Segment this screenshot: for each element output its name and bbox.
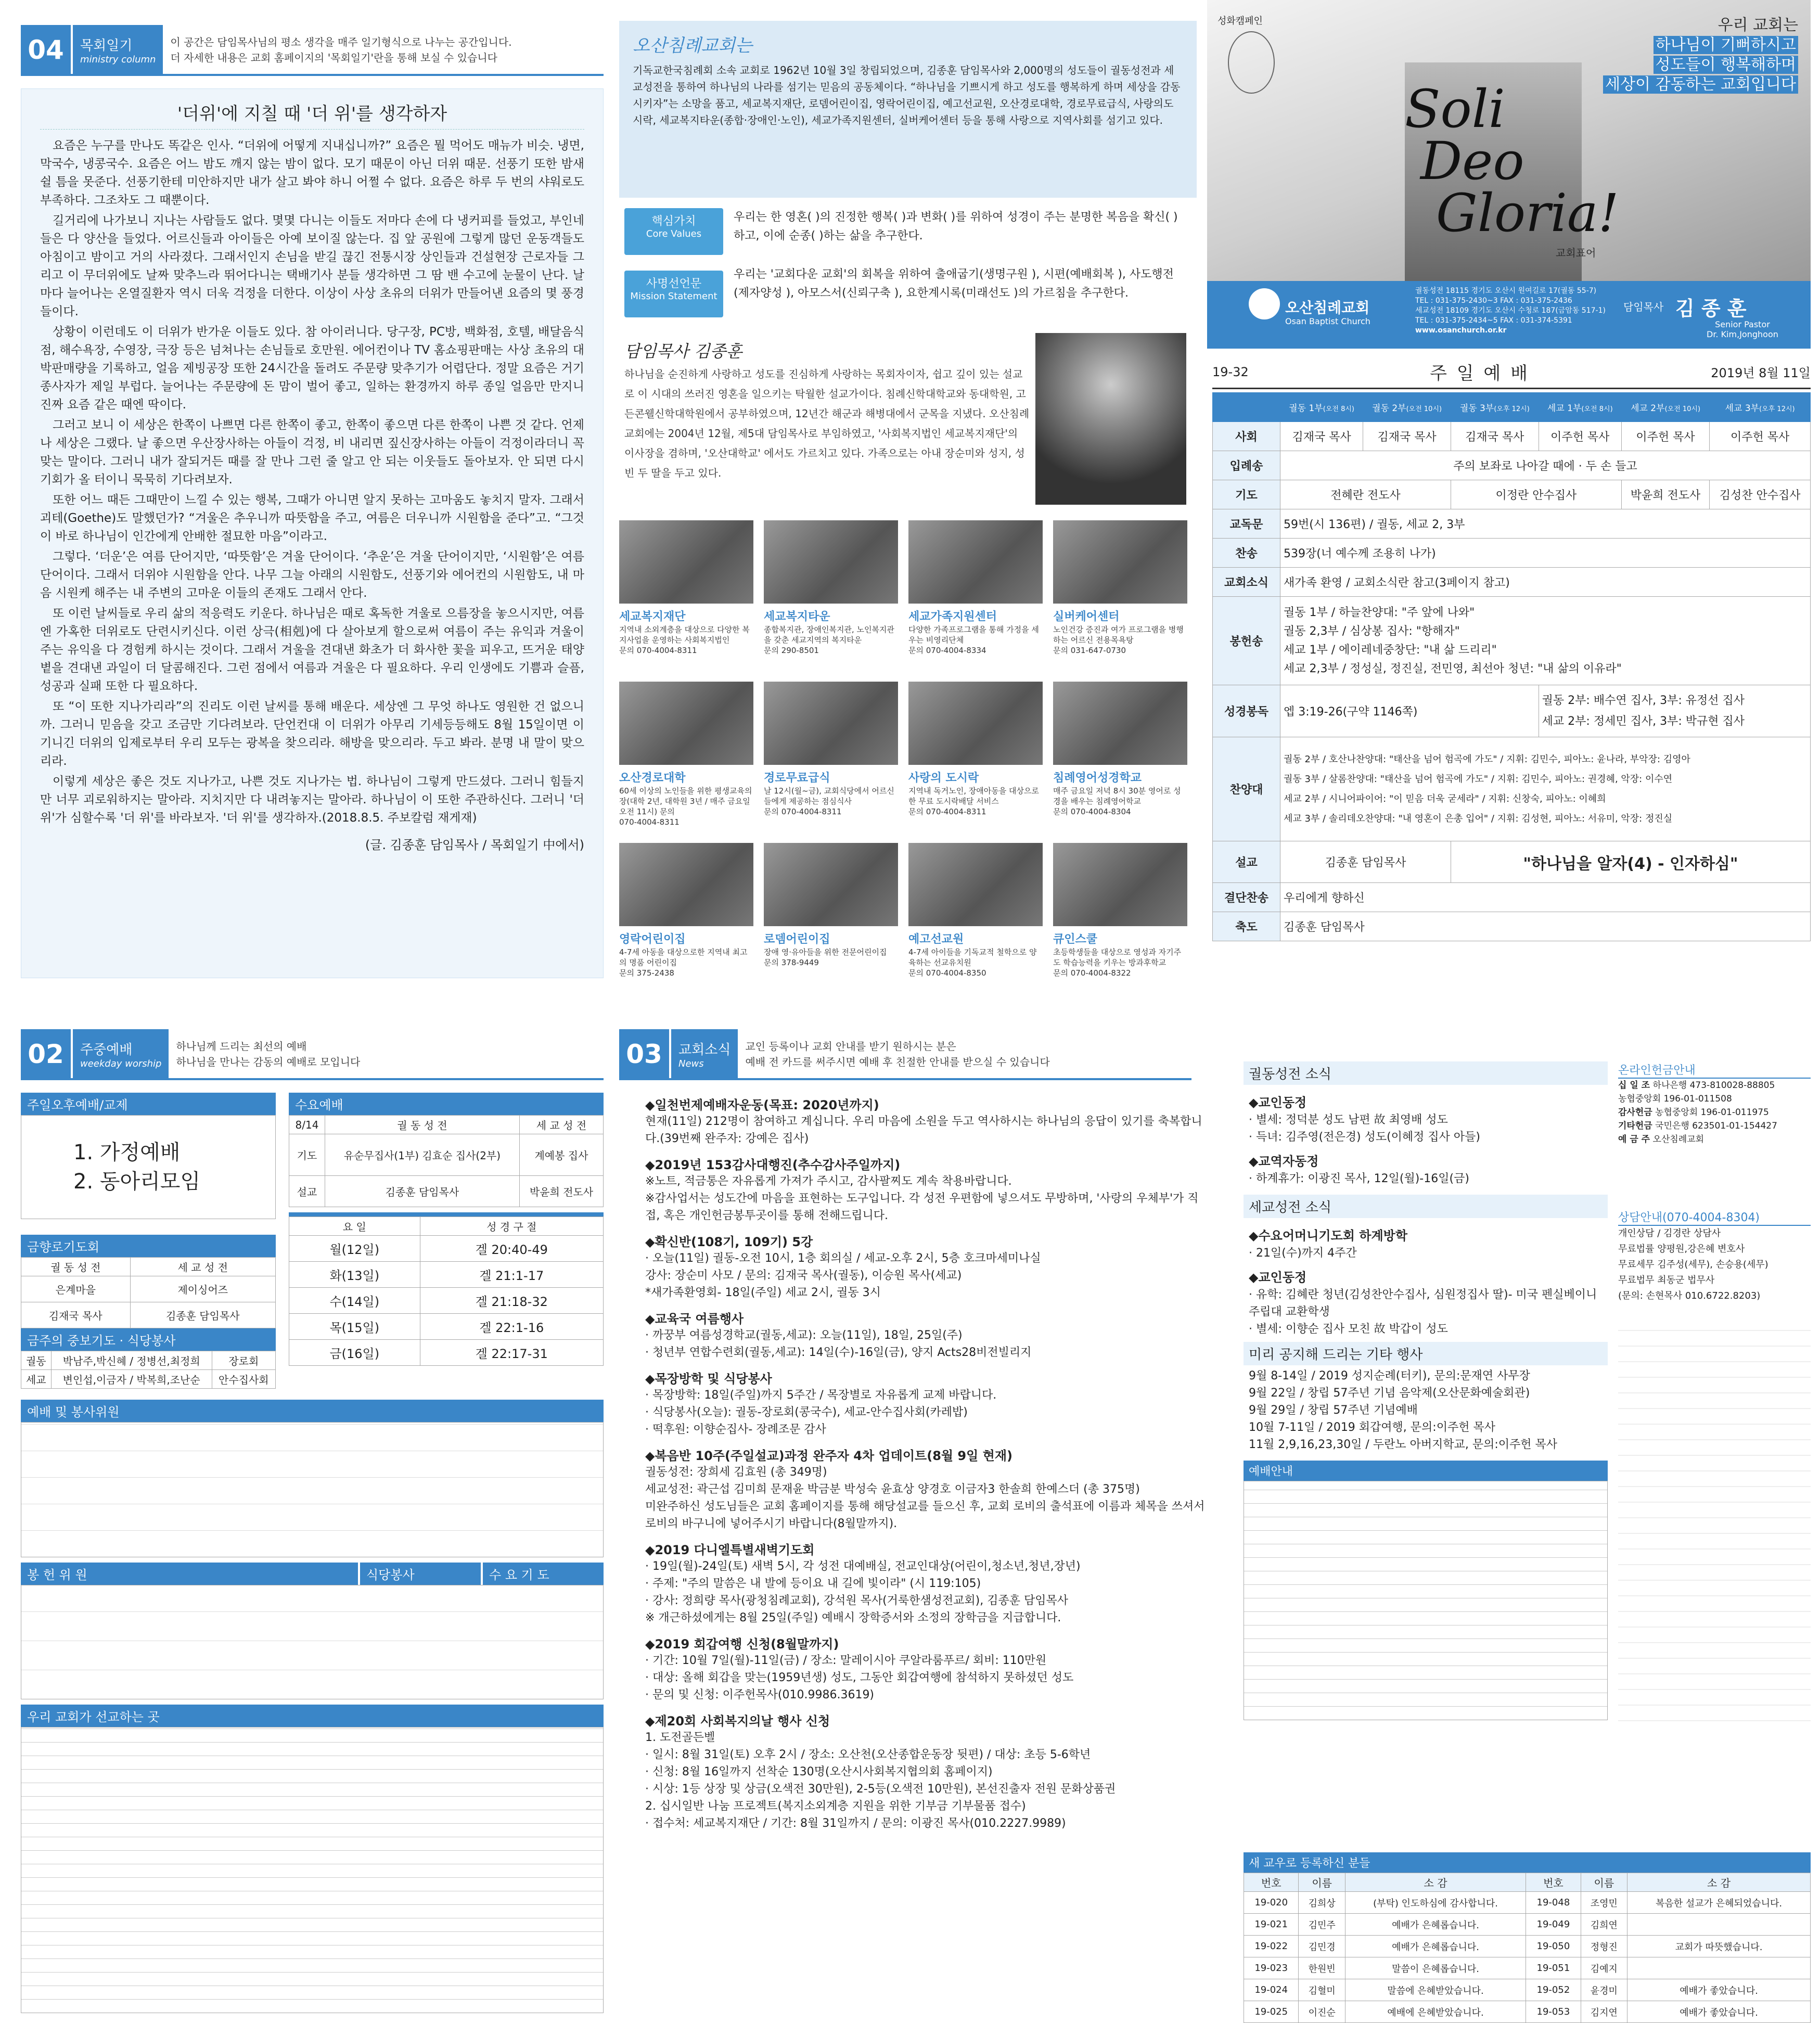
cover-image: [1207, 0, 1811, 281]
pastor-bio: 하나님을 순진하게 사랑하고 성도를 진심하게 사랑하는 목회자이자, 쉽고 깊이 있는 설교로 이 시대의 쓰러진 영혼을 일으키는 탁월한 설교가이다. 침례신학대학교와 동대학원, 고든콘웰신학대학원에서 공부하였으며, 12년간 해군과 해병대에서 군목을 지냈다. 오산침례교회에는 2004년 12월, 제5대 담임목사로 부임하였고, '사회복지법인 세교복지재단'의 이사장을 겸하며, '오산대학교' 에서도 가르치고 있다. 가족으로는 아내 장순미와 성지, 성빈 두 딸을 두고 있다.: [624, 368, 1030, 479]
host-cell: 김재국 목사: [1451, 422, 1539, 451]
new-member-cell: 19-053: [1526, 2001, 1581, 2023]
news-line: · 대상: 올해 회갑을 맞는(1959년생) 성도, 그동안 회갑여행에 참석하지 못하셨던 성도: [645, 1671, 1074, 1684]
news-line: ※ 개근하셨에게는 8월 25일(주일) 예배시 장학증서와 소정의 장학금을 지급합니다.: [645, 1611, 1061, 1624]
pastor-label: 담임목사: [1623, 301, 1664, 313]
motto-caption: 교회표어: [1556, 247, 1596, 259]
service-title: 영락어린이집: [619, 933, 686, 946]
new-member-cell: 19-020: [1244, 1892, 1299, 1914]
service-desc: 4-7세 아이들을 기독교적 철학으로 양육하는 선교유치원 문의 070-4004-8350: [908, 948, 1037, 978]
event-item: 9월 8-14일 / 2019 성지순례(터키), 문의:문재연 사무장: [1249, 1369, 1530, 1382]
slogan: 우리 교회는 하나님이 기뻐하시고 성도들이 행복해하며 세상이 감동하는 교회입니다: [1603, 16, 1798, 95]
service-photo: [764, 682, 898, 765]
service-column: 궐동 2부(오전 10시): [1363, 393, 1451, 422]
news-heading: ◆교육국 여름행사: [645, 1312, 744, 1326]
service-desc: 날 12시(월~금), 교회식당에서 어르신들에게 제공하는 점심식사 문의 070-4004-8311: [764, 786, 894, 816]
committee-grid: [21, 1585, 604, 1699]
news-heading: ◆2019 다니엘특별새벽기도회: [645, 1543, 815, 1557]
news-heading: ◆제20회 사회복지의날 행사 신청: [645, 1714, 830, 1728]
news-heading: ◆2019년 153감사대행진(추수감사주일까지): [645, 1158, 901, 1172]
new-member-header: 번호: [1244, 1873, 1299, 1892]
new-members-table: [1244, 1873, 1811, 2023]
new-member-cell: 19-049: [1526, 1914, 1581, 1936]
dawn-cell: 겔 22:17-31: [420, 1340, 603, 1366]
church-address: 궐동성전 18115 경기도 오산시 원여길로 17(궐동 55-7) TEL : 031-375-2430~3 FAX : 031-375-2436 세교성전 18109 경기도 오산시 수청로 187(금암동 517-1) TEL : 031-375-2434~5 FAX : 031-374-5391 www.osanchurch.or.kr: [1415, 287, 1606, 335]
new-member-cell: 19-051: [1526, 1957, 1581, 1979]
service-photo: [619, 843, 753, 926]
news-line: 세교성전: 곽근섭 김미희 문재윤 박금분 박성숙 윤효상 양경호 이금자3 한솔희 한예스더 (총 375명): [645, 1483, 1140, 1496]
service-column: 세교 1부(오전 8시): [1539, 393, 1621, 422]
column-signature: (글. 김종훈 담임목사 / 목회일기 中에서): [365, 838, 584, 852]
bulletin-number: 19-32: [1212, 364, 1249, 379]
new-member-header: 소 감: [1627, 1873, 1811, 1892]
church-logo-icon: [1249, 288, 1280, 319]
new-member-cell: 김민경: [1299, 1936, 1345, 1957]
news-line: 궐동성전: 장희세 김효원 (총 349명): [645, 1466, 827, 1479]
offertory-list: 궐동 1부 / 하늘찬양대: "주 앞에 나와" 궐동 2,3부 / 심상봉 집사: "항해자" 세교 1부 / 에이레네중창단: "내 삶 드리리" 세교 2,3부 / 정성실, 정진실, 전민영, 최선아 청년: "내 삶의 이유라": [1280, 597, 1811, 685]
campaign-label: 성화캠페인: [1217, 16, 1263, 27]
news-line: · 기간: 10월 7일(월)-11일(금) / 장소: 말레이시아 쿠알라룸푸르/ 회비: 110만원: [645, 1654, 1047, 1667]
section-title: 목회일기 ministry column: [73, 25, 163, 75]
new-member-cell: 예배가 좋았습니다.: [1627, 1979, 1811, 2001]
new-member-cell: 예배가 은혜롭습니다.: [1345, 1936, 1526, 1957]
core-values-label: 핵심가치 Core Values: [624, 208, 723, 255]
new-member-cell: 19-022: [1244, 1936, 1299, 1957]
column-paragraph: 요즘은 누구를 만나도 똑같은 인사. “더위에 어떻게 지내십니까?” 요즘은 뭘 먹어도 매뉴가 비슷. 냉면, 막국수, 냉콩국수. 요즘은 어느 밤도 깨지 않는 밤이 없다. 모기 때문이 아닌 더위 때문. 선풍기 또한 밤새 쉴 틈을 못준다. 선풍기한테 미안하지만 내가 살고 봐야 하니 어쩔 수 없다. 요즘은 하루 두 번의 샤워로도 부족하다. 그조차도 그 때뿐이다.: [40, 139, 584, 207]
new-member-cell: 이진순: [1299, 2001, 1345, 2023]
column-paragraph: 또 “이 또한 지나가리라”의 진리도 이런 날씨를 통해 배운다. 세상엔 그 무엇 하나도 영원한 건 없으니까. 그러니 믿음을 갖고 조금만 기다려보라. 단언컨대 이 더위가 아무리 기세등등해도 8월 15일이면 이 기니긴 더위의 입제로부터 우리 모두는 광복을 찾으리라. 해방을 맞으리라. 두고 봐라. 분명 내 말이 맞으리라.: [40, 700, 584, 768]
news-line: · 목장방학: 18일(주일)까지 5주간 / 목장별로 자유롭게 교제 바랍니다.: [645, 1389, 997, 1402]
new-member-cell: 예배에 은혜받았습니다.: [1345, 2001, 1526, 2023]
new-member-cell: 말씀이 은혜롭습니다.: [1345, 1957, 1526, 1979]
dawn-table: 요 일 성 경 구 절 월(12일) 겔 20:40-49 화(13일) 겔 21:1-17 수(14일) 겔 21:18-32 목(15일) 겔 22:1-16 금(16일) 겔 22:17-31: [289, 1217, 604, 1366]
news-line: · 청년부 연합수련회(궐동,세교): 14일(수)-16일(금), 양지 Acts28비전빌리지: [645, 1346, 1032, 1359]
new-member-header: 소 감: [1345, 1873, 1526, 1892]
news-line: · 시상: 1등 상장 및 상금(오색전 30만원), 2-5등(오색전 10만원), 본선진출자 전원 문화상품권: [645, 1783, 1116, 1796]
new-member-cell: [1627, 1914, 1811, 1936]
new-member-cell: 19-021: [1244, 1914, 1299, 1936]
host-cell: 이주헌 목사: [1710, 422, 1811, 451]
dawn-cell: 수(14일): [289, 1288, 420, 1314]
page-number: 03: [619, 1029, 669, 1079]
service-photo: [908, 520, 1043, 604]
church-info-bar: [1207, 281, 1811, 349]
service-photo: [908, 843, 1043, 926]
section-title: 주중예배 weekday worship: [73, 1029, 169, 1079]
service-photo: [764, 520, 898, 604]
pastor-title-en: Senior Pastor Dr. Kim,Jonghoon: [1707, 319, 1778, 339]
dawn-cell: 목(15일): [289, 1314, 420, 1340]
service-photo: [1053, 843, 1187, 926]
news-line: · 19일(월)-24일(토) 새벽 5시, 각 성전 대예배실, 전교인대상(어린이,청소년,청년,장년): [645, 1560, 1081, 1573]
column-paragraph: 이렇게 세상은 좋은 것도 지나가고, 나쁜 것도 지나가는 법. 하나님이 그렇게 만드셨다. 그러니 힘들지만 너무 괴로워하지는 말아라. 지치지만 다 내려놓지는 말아라. 하나님이 이 또한 주관하신다. 그러니 '더위'가 심할수록 '더 위'를 바라보자. '더 위'를 생각하자.(2018.8.5. 주보칼럼 재게재): [40, 775, 584, 825]
news-line: · 식당봉사(오늘): 궐동-장로회(콩국수), 세교-안수집사회(카레밥): [645, 1406, 968, 1419]
intro-text: 기독교한국침례회 소속 교회로 1962년 10월 3일 창립되었으며, 김종훈 담임목사와 2,000명의 성도들이 궐동성전과 세교성전을 통하여 하나님의 나라를 섬기는 믿음의 공동체이다. “하나님을 기쁘시게 하고 성도를 행복하게 하며 세상을 감동시키자”는 소망을 품고, 세교복지재단, 로뎀어린이집, 영락어린이집, 예고선교원, 오산경로대학, 경로무료급식, 사랑의도시락, 세교복지타운(종합·장애인·노인), 세교가족지원센터, 실버케어센터 등을 통해 사랑으로 지역사회를 섬기고 있다.: [633, 64, 1181, 126]
pastor-name: 김 종 훈: [1675, 297, 1747, 320]
church-name-en: Osan Baptist Church: [1285, 316, 1370, 326]
event-item: 11월 2,9,16,23,30일 / 두란노 아버지학교, 문의:이주헌 목사: [1249, 1438, 1558, 1451]
new-member-header: 이름: [1299, 1873, 1345, 1892]
column-title: '더위'에 지칠 때 '더 위'를 생각하자: [40, 99, 584, 130]
service-desc: 지역내 독거노인, 장애아동을 대상으로 한 무료 도시락배달 서비스 문의 070-4004-8311: [908, 786, 1039, 816]
event-item: 9월 22일 / 창립 57주년 기념 음악제(오산문화예술회관): [1249, 1387, 1530, 1400]
service-title: 실버케어센터: [1053, 610, 1120, 623]
service-desc: 지역내 소외계층을 대상으로 다양한 복지사업을 운영하는 사회복지법인 문의 070-4004-8311: [619, 625, 750, 655]
service-photo: [1053, 682, 1187, 765]
news-line: · 강사: 정희량 목사(광청침례교회), 강석원 목사(거룩한샘성전교회), 김종훈 담임목사: [645, 1594, 1068, 1607]
campaign-logo: [1228, 31, 1275, 94]
news-line: ※감사업서는 성도간에 마음을 표현하는 도구입니다. 각 성전 우편함에 넣으셔도 무방하며, '사랑의 우체부'가 직접, 혹은 개인헌금봉투곳이를 통해 전해드립니다.: [645, 1192, 1199, 1222]
volunteer-grid: [21, 1422, 604, 1557]
service-desc: 다양한 가족프로그램을 통해 가정을 세우는 비영리단체 문의 070-4004-8334: [908, 625, 1039, 655]
dawn-cell: 겔 22:1-16: [420, 1314, 603, 1340]
dawn-cell: 겔 21:18-32: [420, 1288, 603, 1314]
intercession-table: 궐동 박남주,박신혜 / 정병선,최정희 장로회 세교 변인섭,이금자 / 박복희,조난순 안수집사회: [21, 1351, 276, 1389]
service-title: 세교복지재단: [619, 610, 686, 623]
event-item: 10월 7-11일 / 2019 회갑여행, 문의:이주헌 목사: [1249, 1421, 1495, 1434]
mission-label: 사명선언문 Mission Statement: [624, 271, 723, 317]
news-line: ※노트, 적금통은 자유롭게 가져가 주시고, 감사팔찌도 계속 착용바랍니다.: [645, 1175, 1012, 1188]
service-title: 경로무료급식: [764, 772, 830, 785]
wednesday-table: 8/14 궐 동 성 전 세 교 성 전 기도 유순무집사(1부) 김효순 집사(2부) 계예봉 집사 설교 김종훈 담임목사 박윤희 전도사: [289, 1115, 604, 1207]
new-member-cell: 19-024: [1244, 1979, 1299, 2001]
mission-text: 우리는 '교회다운 교회'의 회복을 위하여 출애굽기(생명구원 ), 시편(예배회복 ), 사도행전(제자양성 ), 아모스서(신뢰구축 ), 요한계시록(미래선도 )의 가르침을 추구한다.: [734, 268, 1174, 300]
new-member-cell: 복음한 설교가 은혜되었습니다.: [1627, 1892, 1811, 1914]
new-member-cell: 19-048: [1526, 1892, 1581, 1914]
service-title: 침례영어성경학교: [1053, 772, 1142, 785]
new-member-cell: 정형진: [1581, 1936, 1627, 1957]
new-member-header: 번호: [1526, 1873, 1581, 1892]
news-line: · 주제: "주의 말씀은 내 발에 등이요 내 길에 빛이라" (시 119:105): [645, 1577, 981, 1590]
service-photo: [764, 843, 898, 926]
worship-table: 궐동 1부(오전 8시) 궐동 2부(오전 10시) 궐동 3부(오후 12시) 세교 1부(오전 8시) 세교 2부(오전 10시) 세교 3부(오후 12시) 사회 김재국 목사 김재국 목사 김재국 목사 이주헌 목사 이주헌 목사 이주헌 목사 입례송 주의 보좌로 나아갈 때에 · 두 손 들고 기도 전혜란 전도사 이정란 안수집사 박윤희 전도사 김성찬 안수집사 교독문 59번(시 136편) / 궐동, 세교 2, 3부 찬송 539장(너 예수께 조용히 나가) 교회소식 새가족 환영 / 교회소식란 참고(3페이지 참고) 봉헌송 궐동 1부 / 하늘찬양대: "주 앞에 나와" 궐동 2,3부 / 심상봉 집사: "항해자" 세교 1부 / 에이레네중창단: "내 삶 드리리" 세교 2,3부 / 정성실, 정진실, 전민영, 최선아 청년: "내 삶의 이유라" 성경봉독 엡 3:19-26(구약 1146쪽) 궐동 2부: 배수연 집사, 3부: 유정선 집사 세교 2부: 정세민 집사, 3부: 박규현 집사 찬양대 궐동 2부 / 호산나찬양대: "태산을 넘어 험곡에 가도" / 지휘: 김민수, 피아노: 윤나라, 부악장: 김영아 궐동 3부 / 살롬찬양대: "태산을 넘어 험곡에 가도" / 지휘: 김민수, 피아노: 권경혜, 악장: 이수연 세교 2부 / 시니어파이어: "이 믿음 더욱 굳세라" / 지휘: 신창숙, 피아노: 이혜희 세교 3부 / 솔리데오찬양대: "내 영혼이 은총 입어" / 지휘: 김성현, 피아노: 서유미, 악장: 정진실 설교 김종훈 담임목사 "하나님을 알자(4) - 인자하심" 결단찬송 우리에게 향하신 축도 김종훈 담임목사: [1212, 392, 1811, 941]
column-paragraph: 상황이 이런데도 이 더위가 반가운 이들도 있다. 참 아이러니다. 당구장, PC방, 백화점, 호텔, 배달음식점, 해수욕장, 수영장, 극장 등은 넘쳐나는 손님들로 호만원. 에어컨이나 TV 홈쇼핑판매는 사상 초유의 대박판매량을 기록하고, 얼음 제빙공장 또한 24시간을 돌려도 주문량 맞추기가 어렵단다. 정말 요즘은 거기 종사자가 제일 부럽다. 늘어나는 주문량에 돈 맘이 벌어 좋고, 일하는 환경까지 하루 종일 얼음만 만지니 진짜 요즘 같은 때엔 딱이다.: [40, 325, 584, 412]
service-photo: [619, 520, 753, 604]
new-member-cell: 김민주: [1299, 1914, 1345, 1936]
service-photo: [619, 682, 753, 765]
news-line: · 일시: 8월 31일(토) 오후 2시 / 장소: 오산천(오산종합운동장 뒷편) / 대상: 초등 5-6학년: [645, 1748, 1091, 1761]
dawn-cell: 화(13일): [289, 1262, 420, 1288]
dawn-cell: 겔 20:40-49: [420, 1236, 603, 1262]
schedule-table: [1244, 1481, 1608, 1720]
service-desc: 4-7세 아동을 대상으로한 지역내 최고의 명품 어린이집 문의 375-2438: [619, 948, 748, 978]
column-paragraph: 또 이런 날씨들로 우리 삶의 적응력도 키운다. 하나님은 때로 혹독한 겨울로 으름장을 놓으시지만, 여름엔 가혹한 더위로도 단련시키신다. 이런 상극(相剋)에 다 살아보게 할으로써 여름이 주는 유익과 겨울이 주는 유익을 다 경험케 하시는 것이다. 그래서 겨울을 견대낸 화초가 더 화사한 꽃을 피우고, 뜨거운 태양볕을 견대낸 과일이 더 달콤해진다. 그런 점에서 여름과 겨울은 다 필요하다. 우리 인생에도 기쁨과 슬픔, 성공과 실패 또한 다 필요하다.: [40, 607, 584, 693]
news-heading: ◆확신반(108기, 109기) 5강: [645, 1235, 813, 1249]
service-title: 예고선교원: [908, 933, 964, 946]
new-member-cell: 19-050: [1526, 1936, 1581, 1957]
news-line: · 접수처: 세교복지재단 / 기간: 8월 31일까지 / 문의: 이광진 목사(010.2227.9989): [645, 1817, 1066, 1830]
service-desc: 종합복지관, 장애인복지관, 노인복지관 을 갖춘 세교지역의 복지타운 문의 290-8501: [764, 625, 894, 655]
service-column: 세교 3부(오후 12시): [1710, 393, 1811, 422]
new-member-cell: 김혈미: [1299, 1979, 1345, 2001]
service-desc: 60세 이상의 노인들을 위한 평생교육의 장(대학 2년, 대학원 3년 / 매주 금요일 오전 11시) 문의 070-4004-8311: [619, 786, 752, 827]
new-members: 새 교우로 등록하신 분들 번호 이름 소 감 번호 이름 소 감 19-020 김희상 (부탁) 인도하심에 감사합니다. 19-048 조영민 복음한 설교가 은혜되었습니다. 19-021 김민주 예배가 은혜롭습니다. 19-049 김희연 19-022 김민경 예배가 은혜롭습니다. 19-050 정형진 교회가 따뜻했습니다. 19-023 한원빈 말씀이 은혜롭습니다. 19-051 김예지 19-024 김혈미 말씀에 은혜받았습니다. 19-052 윤경미 예배가 좋았습니다. 19-025 이진순 예배에 은혜받았습니다. 19-053 김지연 예배가 좋았습니다.: [1244, 1852, 1811, 2023]
new-member-cell: 19-025: [1244, 2001, 1299, 2023]
news-line: · 신청: 8월 16일까지 선착순 130명(오산시사회복지협의회 홈페이지): [645, 1765, 993, 1778]
service-desc: 노인건강 증진과 여가 프로그램을 병행하는 어르신 전용목욕탕 문의 031-647-0730: [1053, 625, 1184, 655]
church-name: 오산침례교회: [1285, 299, 1370, 316]
intro-heading: 오산침례교회는: [633, 35, 752, 56]
service-title: 로뎀어린이집: [764, 933, 830, 946]
column-body: [40, 137, 584, 827]
service-desc: 장애 영·유아들을 위한 전문어린이집 문의 378-9449: [764, 948, 887, 967]
host-cell: 이주헌 목사: [1539, 422, 1621, 451]
new-member-cell: 김지연: [1581, 2001, 1627, 2023]
staff-list: [1618, 1320, 1811, 1736]
worship-order: [1212, 359, 1811, 941]
pastor-heading: 담임목사 김종훈: [624, 341, 742, 361]
section-desc: 하나님께 드리는 최선의 예배 하나님을 만나는 감동의 예배로 모입니다: [176, 1040, 361, 1068]
friday-table: 궐 동 성 전 세 교 성 전 은계마을 제이싱어즈 김재국 목사 김종훈 담임목사: [21, 1257, 276, 1328]
news-line: 미완주하신 성도님들은 교회 홈페이지를 통해 해당설교를 들으신 후, 교회 로비의 출석표에 이름과 체목을 쓰셔서 로비의 바구니에 넣어주시기 바랍니다(8월말까지).: [645, 1500, 1205, 1530]
pastor-photo: [1035, 333, 1186, 505]
section-title: 교회소식 News: [671, 1029, 738, 1079]
column-paragraph: 그렇다. ‘더운’은 여름 단어지만, ‘따뜻함’은 겨울 단어이다. ‘추운’은 겨울 단어이지만, ‘시원함’은 여름 단어이다. 그래서 더위야 시원함을 안다. 나무 그늘 아래의 시원함도, 선풍기와 에어컨의 시원함도, 내 마음 시원케 해주는 내 주변의 고마운 이들의 존재도 그래서 안다.: [40, 550, 584, 600]
section-desc: 이 공간은 담임목사님의 평소 생각을 매주 일기형식으로 나누는 공간입니다. 더 자세한 내용은 교회 홈페이지의 '목회일기'란을 통해 보실 수 있습니다: [170, 36, 512, 64]
new-member-cell: 김희연: [1581, 1914, 1627, 1936]
host-cell: 김재국 목사: [1280, 422, 1363, 451]
new-member-cell: 19-052: [1526, 1979, 1581, 2001]
service-column: 세교 2부(오전 10시): [1621, 393, 1709, 422]
service-column: 궐동 3부(오후 12시): [1451, 393, 1539, 422]
column-paragraph: 길거리에 나가보니 지나는 사람들도 없다. 몇몇 다니는 이들도 저마다 손에 다 냉커피를 들었고, 부인네들은 다 양산을 들었다. 어르신들과 아이들은 아예 보이질 않는다. 집 앞 공원에 그렇게 많던 운동객들도 아침이고 밤이고 거의 사라졌다. 그래서인지 손님을 받길 끊긴 전통시장 상인들과 건설현장 근로자들 그리고 이 무더위에도 날짜 맞추느라 뛰어다니는 택배기사 분들 생각하면 그 땀 밴 수고에 눈물이 난다. 날마다 늘어나는 온열질환자 역시 더욱 걱정을 더한다. 이상이 사상 초유의 더위가 만들어낸 요즘의 몇 풍경들이다.: [40, 214, 584, 318]
motto: Soli Deo Gloria!: [1405, 79, 1619, 244]
new-member-cell: 예배가 좋았습니다.: [1627, 2001, 1811, 2023]
service-photo: [1053, 520, 1187, 604]
dawn-cell: 금(16일): [289, 1340, 420, 1366]
news-line: · 오늘(11일) 궐동-오전 10시, 1층 회의실 / 세교-오후 2시, 5층 호크마세미나실: [645, 1252, 1041, 1265]
news-line: *새가족환영회- 18일(주일) 세교 2시, 궐동 3시: [645, 1286, 881, 1299]
service-desc: 초등학생들을 대상으로 영성과 자기주도 학습능력을 키우는 방과후학교 문의 070-4004-8322: [1053, 948, 1182, 978]
sidebar-info: 온라인헌금안내 십 일 조 하나은행 473-810028-88805 농협중앙회 196-01-011508 감사헌금 농협중앙회 196-01-011975 기타헌금 국민은행 623501-01-154427 예 금 주 오산침례교회 상담안내(070-4004-8304) 개인상담 / 김경란 상담사 무료법률 양평원,강은혜 변호사 무료세무 김주성(세무), 손승용(세무) 무료법무 최동군 법무사 (문의: 손현목사 010.6722.8203): [1618, 1061, 1811, 1736]
service-title: 세교가족지원센터: [908, 610, 997, 623]
sunday-pm: 주일오후예배/교제 1. 가정예배 2. 동아리모임 금향로기도회 궐 동 성 전 세 교 성 전 은계마을 제이싱어즈 김재국 목사 김종훈 담임목사 금주의 중보기도 · 식당봉사 궐동 박남주,박신혜 / 정병선,최정희 장로회 세교 변인섭,이금자 / 박복희,조난순 안수집사회: [21, 1093, 276, 1389]
new-member-cell: (부탁) 인도하심에 감사합니다.: [1345, 1892, 1526, 1914]
column-paragraph: 그러고 보니 이 세상은 한쪽이 나쁘면 다른 한쪽이 좋고, 한쪽이 좋으면 다른 한쪽이 나쁜 것 같다. 언제나 세상은 그랬다. 날 좋으면 우산장사하는 아들이 걱정, 비 내리면 짚신장사하는 아들이 걱정이라더니 꼭 맞는 말이다. 그러니 내가 잘되거든 때를 잘 만나 그런 줄 알고 안 되는 이웃들도 돌아보자. 안 되면 다시 기회가 올 터이니 묵묵히 기다려보자.: [40, 418, 584, 486]
page-number: 02: [21, 1029, 71, 1079]
sermon-title: "하나님을 알자(4) - 인자하심": [1451, 841, 1810, 883]
service-title: 세교복지타운: [764, 610, 830, 623]
service-title: 큐인스쿨: [1053, 933, 1098, 946]
p04-header: [21, 26, 604, 76]
host-cell: 김재국 목사: [1363, 422, 1451, 451]
p03-header: [619, 1030, 1191, 1080]
host-cell: 이주헌 목사: [1621, 422, 1709, 451]
dawn-cell: 월(12일): [289, 1236, 420, 1262]
news-line: · 까꿍부 여름성경학교(궐동,세교): 오늘(11일), 18일, 25일(주): [645, 1329, 963, 1342]
service-title: 사랑의 도시락: [908, 772, 979, 785]
worship-date: 2019년 8월 11일: [1711, 366, 1811, 380]
new-member-cell: 조영민: [1581, 1892, 1627, 1914]
intro-panel: [619, 21, 1197, 999]
new-member-cell: 윤경미: [1581, 1979, 1627, 2001]
news-heading: ◆복음반 10주(주일설교)과정 완주자 4차 업데이트(8월 9일 현재): [645, 1449, 1013, 1463]
new-member-cell: 교회가 따뜻했습니다.: [1627, 1936, 1811, 1957]
news-line: 1. 도전골든벨: [645, 1731, 715, 1744]
service-column: 궐동 1부(오전 8시): [1280, 393, 1363, 422]
missions-table: [21, 1727, 604, 2013]
new-member-cell: 김예지: [1581, 1957, 1627, 1979]
news-heading: ◆목장방학 및 식당봉사: [645, 1372, 772, 1386]
service-desc: 매주 금요일 저녁 8시 30분 영어로 성경을 배우는 침례영어학교 문의 070-4004-8304: [1053, 786, 1181, 816]
section-desc: 교인 등록이나 교회 안내를 받기 원하시는 분은 예배 전 카드를 써주시면 예배 후 친절한 안내를 받으실 수 있습니다: [745, 1040, 1050, 1068]
column-paragraph: 또한 어느 때든 그때만이 느낄 수 있는 행복, 그때가 아니면 알지 못하는 고마움도 놓치지 말자. 그래서 괴테(Goethe)도 말했던가? “겨울은 추우니까 따뜻함을 주고, 여름은 더우니까 시원함을 준다”고. “그것이 바로 하나님이 인간에게 안배한 절묘한 마음”이라고.: [40, 493, 584, 543]
volunteers: 예배 및 봉사위원 봉 헌 위 원 식당봉사 수 요 기 도 우리 교회가 선교하는 곳: [21, 1400, 604, 2013]
new-member-header: 이름: [1581, 1873, 1627, 1892]
service-photo: [908, 682, 1043, 765]
news-heading: ◆일천번제예배자운동(목표: 2020년까지): [645, 1098, 879, 1112]
service-title: 오산경로대학: [619, 772, 686, 785]
page-number: 04: [21, 25, 71, 75]
new-member-cell: [1627, 1957, 1811, 1979]
church-news-right: 궐동성전 소식 ◆교인동정 · 별세: 정덕분 성도 남편 故 최영배 성도 · 득녀: 김주영(전은경) 성도(이혜정 집사 아들) ◆교역자동정 · 하계휴가: 이광진 목사, 12일(월)-16일(금) 세교성전 소식 ◆수요어머니기도회 하계방학 · 21일(수)까지 4주간 ◆교인동정 · 유학: 김혜란 청년(김성찬안수집사, 심원정집사 딸)- 미국 펜실베이니주립대 교환학생 · 별세: 이향순 집사 모친 故 박갑이 성도 미리 공지해 드리는 기타 행사 9월 8-14일 / 2019 성지순례(터키), 문의:문재연 사무장 9월 22일 / 창립 57주년 기념 음악제(오산문화예술회관) 9월 29일 / 창립 57주년 기념예배 10월 7-11일 / 2019 회갑여행, 문의:이주헌 목사 11월 2,9,16,23,30일 / 두란노 아버지학교, 문의:이주헌 목사 예배안내: [1244, 1061, 1608, 1720]
worship-title: 주 일 예 배: [1430, 363, 1530, 384]
new-member-cell: 말씀에 은혜받았습니다.: [1345, 1979, 1526, 2001]
news-line: 현재(11일) 212명이 참여하고 계십니다. 우리 마음에 소원을 두고 역사하시는 하나님의 응답이 있기를 축복합니다.(39번째 완주자: 강예은 집사): [645, 1115, 1202, 1145]
news-line: · 문의 및 신청: 이주헌목사(010.9986.3619): [645, 1688, 875, 1701]
wednesday: 수요예배 8/14 궐 동 성 전 세 교 성 전 기도 유순무집사(1부) 김효순 집사(2부) 계예봉 집사 설교 김종훈 담임목사 박윤희 전도사 요 일 성 경 구 절 월(12일) 겔 20:40-49 화(13일) 겔 21:1-17 수(14일) 겔 21:18-32 목(15일) 겔 22:1-16 금(16일) 겔 22:17-31: [289, 1093, 604, 1366]
news-heading: ◆2019 회갑여행 신청(8월말까지): [645, 1637, 839, 1651]
column-box: [21, 88, 604, 978]
news-line: · 떡후원: 이향순집사- 장례조문 감사: [645, 1423, 826, 1436]
core-values-text: 우리는 한 영혼( )의 진정한 행복( )과 변화( )를 위하여 성경이 주는 분명한 복음을 확신( )하고, 이에 순종( )하는 삶을 추구한다.: [734, 211, 1178, 242]
event-item: 9월 29일 / 창립 57주년 기념예배: [1249, 1404, 1418, 1417]
p02-header: [21, 1030, 604, 1080]
dawn-cell: 겔 21:1-17: [420, 1262, 603, 1288]
news-line: 강사: 장순미 사모 / 문의: 김재국 목사(궐동), 이승원 목사(세교): [645, 1269, 962, 1282]
new-member-cell: 한원빈: [1299, 1957, 1345, 1979]
new-member-cell: 김희상: [1299, 1892, 1345, 1914]
new-member-cell: 예배가 은혜롭습니다.: [1345, 1914, 1526, 1936]
new-member-cell: 19-023: [1244, 1957, 1299, 1979]
news-line: 2. 십시일반 나눔 프로젝트(복지소외계층 지원을 위한 기부금 기부물품 접수): [645, 1800, 1026, 1813]
news-list: [645, 1087, 1207, 1832]
